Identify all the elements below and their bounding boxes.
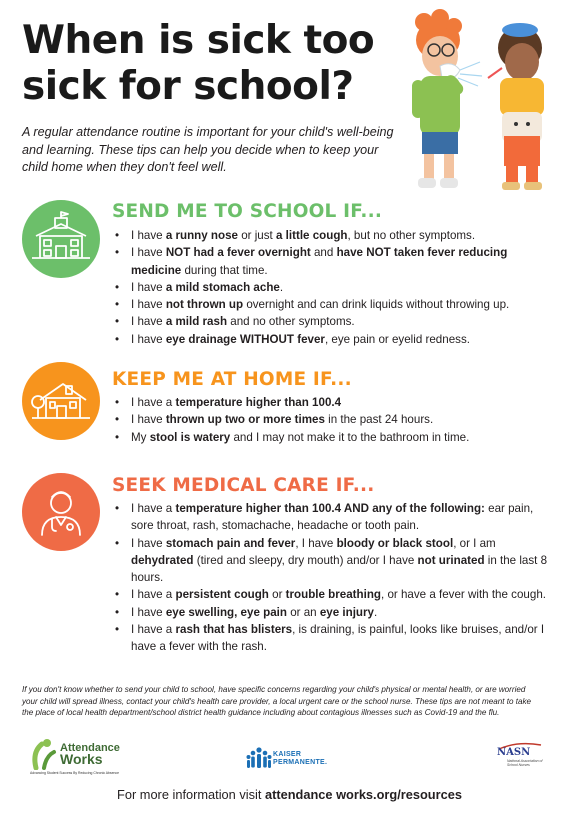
kaiser-figures-icon [246, 746, 272, 770]
list-item: • My stool is watery and I may not make it to the bathroom in time. [112, 429, 552, 446]
list-item: • I have a temperature higher than 100.4 AND any of the following: ear pain, sore throat, rash, stomachache, headache or tooth pain. [112, 500, 552, 535]
attendance-works-line2: Works [60, 751, 103, 767]
list-item: • I have NOT had a fever overnight and have NOT taken fever reducing medicine during that time. [112, 244, 552, 279]
list-item: • I have stomach pain and fever, I have bloody or black stool, or I am dehydrated (tired and sleepy, dry mouth) and/or I have not urinated in the last 8 hours. [112, 535, 552, 587]
symptom-list [112, 500, 552, 656]
boy-blowing-nose [412, 9, 482, 188]
list-item: • I have a runny nose or just a little cough, but no other symptoms. [112, 227, 552, 244]
resources-link[interactable]: attendance works.org/resources [264, 787, 462, 802]
symptom-list [112, 394, 552, 446]
nasn-subtitle: National Association of School Nurses [507, 759, 543, 767]
list-item: • I have a mild rash and no other symptoms. [112, 313, 552, 330]
attendance-works-name [60, 743, 120, 767]
doctor-icon [22, 473, 100, 551]
nasn-logo [497, 741, 547, 777]
kaiser-line2: PERMANENTE. [273, 759, 328, 766]
list-item: • I have a rash that has blisters, is draining, is painful, looks like bruises, and/or I have a fever with the rash. [112, 621, 552, 656]
page-title: When is sick too sick for school? [22, 18, 375, 109]
attendance-works-logo [30, 738, 125, 778]
disclaimer-footnote: If you don't know whether to send your child to school, have specific concerns regarding your child's physical or mental health, or are worried your child will spread illness, contact your child's health care provider, a local urgent care or the school nurse. These tips are not meant to take the place of local health department/school district health guidance including about contagious illnesses such as Covid-19 and the flu. [22, 685, 532, 718]
attendance-works-mark-icon [30, 738, 60, 770]
list-item: • I have eye swelling, eye pain or an eye injury. [112, 604, 552, 621]
sponsor-logos [0, 738, 579, 778]
kaiser-line1: KAISER [273, 751, 302, 758]
kaiser-permanente-logo [246, 744, 346, 774]
section-heading: SEEK MEDICAL CARE IF... [112, 475, 375, 496]
intro-text: A regular attendance routine is important for your child's well-being and learning. These tips can help you decide when to keep your child home when they don't feel well. [22, 125, 394, 174]
nasn-name: NASN [497, 747, 531, 758]
attendance-works-line1: Attendance [60, 742, 120, 754]
list-item: • I have a temperature higher than 100.4 [112, 394, 552, 411]
kaiser-name [273, 751, 327, 767]
section-heading: SEND ME TO SCHOOL IF... [112, 201, 383, 222]
attendance-works-tagline: Advancing Student Success By Reducing Chronic Absence [30, 771, 119, 775]
list-item: • I have eye drainage WITHOUT fever, eye pain or eyelid redness. [112, 331, 552, 348]
more-info-prefix: For more information visit [117, 787, 265, 802]
more-info-line [0, 787, 579, 802]
list-item: • I have a persistent cough or trouble breathing, or have a fever with the cough. [112, 586, 552, 603]
sick-kids-illustration [390, 8, 575, 196]
school-building-icon [22, 200, 100, 278]
list-item: • I have a mild stomach ache. [112, 279, 552, 296]
list-item: • I have thrown up two or more times in the past 24 hours. [112, 411, 552, 428]
list-item: • I have not thrown up overnight and can drink liquids without throwing up. [112, 296, 552, 313]
house-icon [22, 362, 100, 440]
section-heading: KEEP ME AT HOME IF... [112, 369, 352, 390]
kid-with-thermometer [488, 23, 544, 190]
symptom-list [112, 227, 552, 348]
